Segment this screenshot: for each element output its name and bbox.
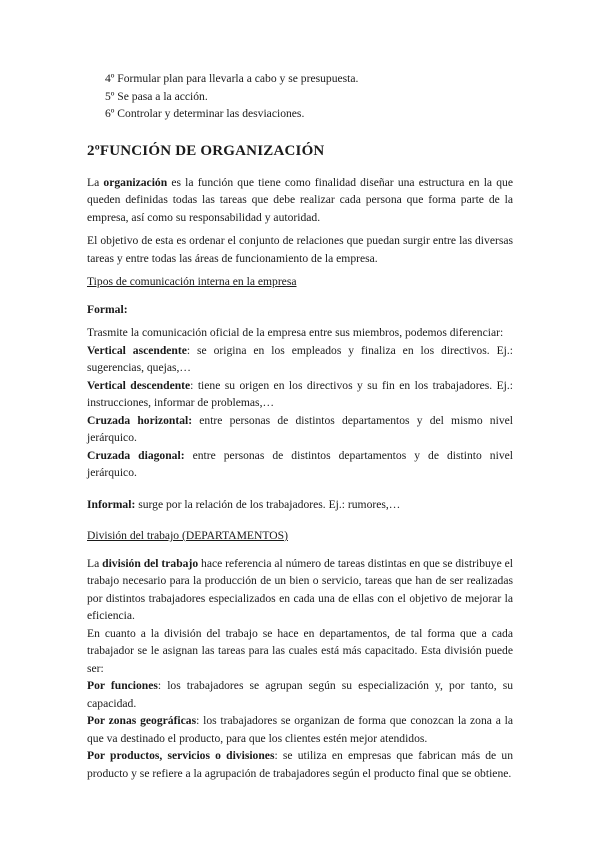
division-heading: División del trabajo (DEPARTAMENTOS) <box>87 529 288 542</box>
step-item: 6º Controlar y determinar las desviaciones. <box>105 107 305 120</box>
steps-list <box>87 70 513 123</box>
organizacion-term: organización <box>103 175 168 189</box>
communication-item: Cruzada diagonal: entre personas de distintos departamentos y de distinto nivel jerárquico. <box>87 448 513 479</box>
communication-item: Vertical ascendente: se origina en los empleados y finaliza en los directivos. Ej.: sugerencias, quejas,… <box>87 343 513 374</box>
step-item: 5º Se pasa a la acción. <box>105 89 208 103</box>
division-item: Por productos, servicios o divisiones: se utiliza en empresas que fabrican más de un producto y se refiere a la agrupación de trabajadores según el producto final que se obtiene. <box>87 749 513 780</box>
intro-paragraph-2: El objetivo de esta es ordenar el conjunto de relaciones que puedan surgir entre las diversas tareas y entre todas las áreas de funcionamiento de la empresa. <box>87 234 513 265</box>
section-title: 2ºFUNCIÓN DE ORGANIZACIÓN <box>87 142 325 159</box>
communication-item: Vertical descendente: tiene su origen en los directivos y su fin en los trabajadores. Ej.: instrucciones, informar de problemas,… <box>87 378 513 409</box>
intro-paragraph-1: La organización es la función que tiene como finalidad diseñar una estructura en la que queden definidas todas las tareas que debe realizar cada persona que forma parte de la empresa, así como su responsabilidad y autoridad. <box>87 175 513 224</box>
formal-description: Trasmite la comunicación oficial de la empresa entre sus miembros, podemos diferenciar: <box>87 326 504 339</box>
division-item: Por zonas geográficas: los trabajadores se organizan de forma que conozcan la zona a la que va destinado el producto, para que los clientes estén mejor atendidos. <box>87 714 513 745</box>
document-page <box>87 70 513 782</box>
step-item: 4º Formular plan para llevarla a cabo y se presupuesta. <box>105 72 359 85</box>
division-paragraph-2: En cuanto a la división del trabajo se hace en departamentos, de tal forma que a cada trabajador se le asignan las tareas para las cuales está más capacitado. Esta división puede ser: <box>87 626 513 675</box>
formal-label: Formal: <box>87 302 128 316</box>
communication-heading: Tipos de comunicación interna en la empresa <box>87 275 297 288</box>
informal-paragraph: Informal: surge por la relación de los trabajadores. Ej.: rumores,… <box>87 497 401 511</box>
division-paragraph-1: La división del trabajo hace referencia al número de tareas distintas en que se distribuye el trabajo necesario para la producción de un bien o servicio, tareas que han de ser realizadas por distintos trabajadores especializados en cada una de ellas con el objetivo de mejorar la eficiencia. <box>87 556 514 622</box>
division-item: Por funciones: los trabajadores se agrupan según su especialización y, por tanto, su capacidad. <box>87 679 514 710</box>
communication-item: Cruzada horizontal: entre personas de distintos departamentos y del mismo nivel jerárquico. <box>87 413 513 444</box>
